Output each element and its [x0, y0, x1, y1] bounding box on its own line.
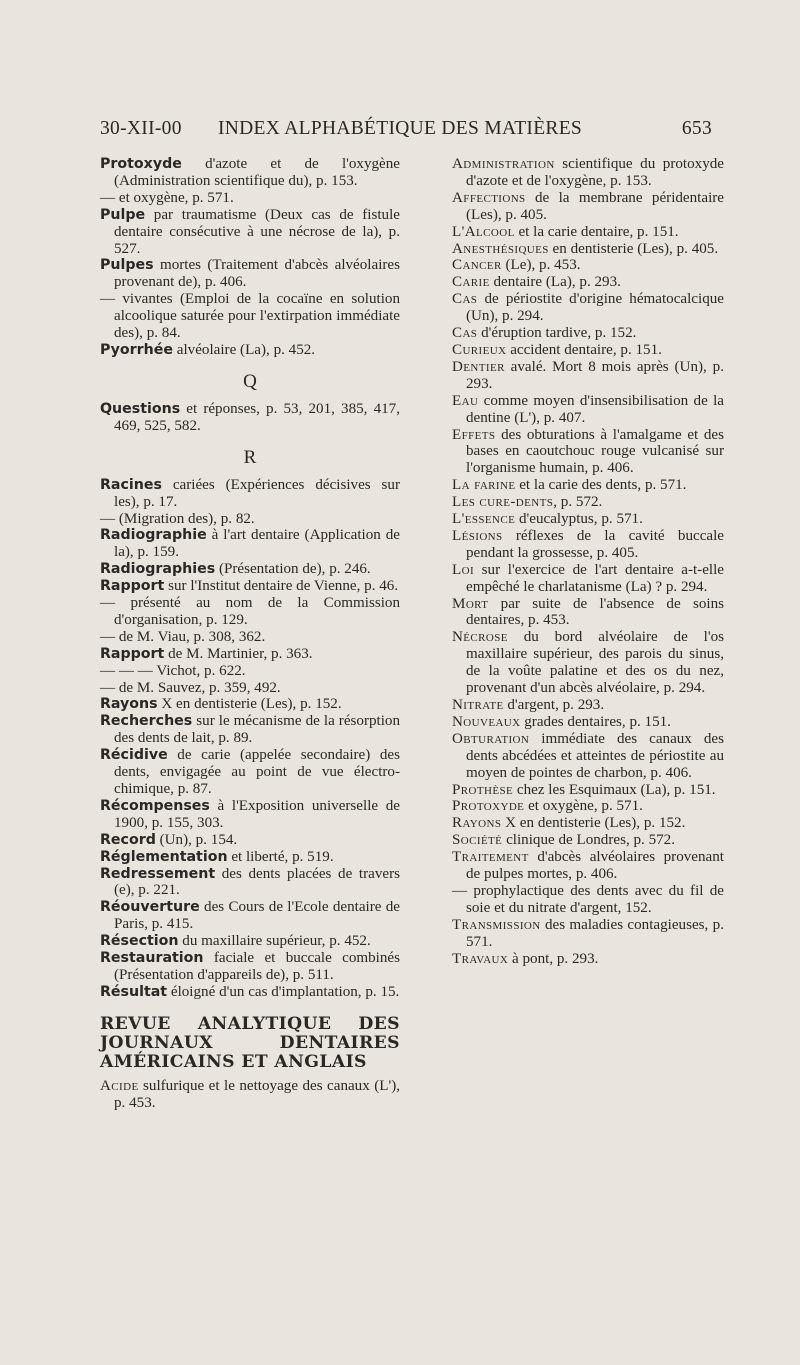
index-entry	[452, 494, 724, 511]
index-entry	[100, 696, 400, 713]
entry-text: — et oxygène, p. 571.	[100, 189, 234, 206]
entry-text: grades dentaires, p. 151.	[520, 713, 671, 730]
entry-text: et liberté, p. 519.	[227, 848, 334, 865]
entry-keyword: Anesthésiques	[452, 240, 549, 257]
running-header	[100, 118, 712, 144]
header-date: 30-XII-00	[100, 118, 182, 139]
entry-text: , p. 572.	[553, 494, 603, 511]
entry-keyword: L'Alcool	[452, 223, 515, 240]
index-entry	[452, 697, 724, 714]
entry-text: à l'art dentaire (Application de la), p. 159.	[114, 527, 400, 561]
index-entry	[100, 646, 400, 663]
entry-keyword: Cas	[452, 291, 478, 308]
index-entry	[452, 782, 724, 799]
entry-keyword: Pyorrhée	[100, 341, 173, 358]
index-entry	[100, 578, 400, 595]
entry-keyword: Prothèse	[452, 781, 514, 798]
right-column	[452, 156, 724, 968]
index-entry	[452, 629, 724, 697]
entry-keyword: Pulpe	[100, 206, 146, 223]
entry-keyword: Redressement	[100, 865, 216, 882]
entry-text: des maladies contagieuses, p. 571.	[466, 916, 724, 950]
entry-text: — — — Vichot, p. 622.	[100, 662, 246, 679]
entry-keyword: Protoxyde	[452, 798, 525, 815]
index-entry	[452, 528, 724, 562]
index-entry	[452, 274, 724, 291]
entry-text: à l'Exposition universelle de 1900, p. 155, 303.	[114, 797, 400, 831]
index-entry	[452, 241, 724, 258]
entry-keyword: Dentier	[452, 358, 505, 375]
entry-text: X en dentisterie (Les), p. 152.	[157, 696, 342, 713]
entry-text: d'eucalyptus, p. 571.	[515, 511, 643, 528]
index-entry	[100, 595, 400, 629]
entry-text: chez les Esquimaux (La), p. 151.	[513, 781, 716, 798]
entry-keyword: Recherches	[100, 713, 193, 730]
entry-keyword: Curieux	[452, 341, 507, 358]
index-entry	[452, 714, 724, 731]
index-entry	[100, 680, 400, 697]
entry-keyword: Réouverture	[100, 899, 200, 916]
entry-keyword: Récidive	[100, 747, 168, 764]
entry-text: par traumatisme (Deux cas de fistule dentaire consécutive à une nécrose de la), p. 527.	[114, 206, 400, 257]
entry-text: des obturations à l'amalgame et des bases en caoutchouc rouge vulcanisé sur l'organisme humain, p. 406.	[466, 426, 724, 477]
entry-keyword: Questions	[100, 400, 181, 417]
index-entry	[100, 747, 400, 798]
entry-text: — vivantes (Emploi de la cocaïne en solution alcoolique saturée pour l'extirpation immédiate des), p. 84.	[100, 291, 400, 342]
entry-keyword: Cas	[452, 325, 478, 342]
index-entry	[100, 663, 400, 680]
entry-text: — (Migration des), p. 82.	[100, 510, 255, 527]
section-letter: Q	[243, 370, 257, 392]
page-number: 653	[681, 118, 712, 139]
entry-keyword: La farine	[452, 477, 516, 494]
entry-text: X en dentisterie (Les), p. 152.	[501, 815, 686, 832]
index-entry	[452, 325, 724, 342]
index-entry	[100, 342, 400, 359]
entry-text: cariées (Expériences décisives sur les), p. 17.	[114, 476, 400, 510]
entry-text: éloigné d'un cas d'implantation, p. 15.	[167, 983, 400, 1000]
entry-text: du maxillaire supérieur, p. 452.	[178, 933, 371, 950]
index-entry	[100, 984, 400, 1001]
index-entry	[100, 950, 400, 984]
index-entry	[452, 798, 724, 815]
entry-text: accident dentaire, p. 151.	[506, 341, 662, 358]
entry-keyword: Résultat	[100, 983, 168, 1000]
entry-text: faciale et buccale combinés (Présentation d'appareils de), p. 511.	[114, 950, 400, 983]
entry-text: d'éruption tardive, p. 152.	[477, 325, 637, 342]
entry-keyword: Mort	[452, 595, 489, 612]
index-entry	[100, 477, 400, 511]
entry-keyword: Résection	[100, 933, 179, 950]
index-entry	[452, 156, 724, 190]
entry-text: comme moyen d'insensibilisation de la dentine (L'), p. 407.	[466, 392, 724, 426]
entry-keyword: L'essence	[452, 511, 516, 528]
entry-text: et la carie des dents, p. 571.	[515, 477, 687, 494]
index-entry	[452, 291, 724, 325]
entry-keyword: Racines	[100, 476, 162, 493]
entry-keyword: Acide	[100, 1077, 139, 1094]
index-entry	[100, 899, 400, 933]
entry-text: scientifique du protoxyde d'azote et de l'oxygène, p. 153.	[466, 156, 724, 189]
entry-keyword: Lésions	[452, 527, 503, 544]
index-entry	[100, 629, 400, 646]
index-entry	[452, 224, 724, 241]
entry-text: de périostite d'origine hématocalcique (Un), p. 294.	[466, 291, 724, 325]
index-entry	[100, 561, 400, 578]
index-entry	[452, 731, 724, 782]
entry-text: sulfurique et le nettoyage des canaux (L'), p. 453.	[114, 1077, 400, 1111]
entry-keyword: Loi	[452, 561, 475, 578]
entry-keyword: Nécrose	[452, 629, 508, 646]
index-entry	[452, 849, 724, 883]
entry-keyword: Les cure-dents	[452, 494, 554, 511]
index-entry	[452, 917, 724, 951]
entry-keyword: Protoxyde	[100, 156, 182, 172]
entry-keyword: Nitrate	[452, 697, 504, 713]
entry-keyword: Société	[452, 832, 503, 849]
entry-text: par suite de l'absence de soins dentaires, p. 453.	[466, 595, 724, 629]
entry-keyword: Record	[100, 831, 156, 848]
entry-text: clinique de Londres, p. 572.	[502, 832, 675, 849]
index-entry	[452, 257, 724, 274]
entry-keyword: Traitement	[452, 849, 529, 866]
index-entry	[100, 849, 400, 866]
header-title: INDEX ALPHABÉTIQUE DES MATIÈRES	[218, 118, 583, 139]
entry-text: réflexes de la cavité buccale pendant la grossesse, p. 405.	[466, 527, 724, 561]
entry-text: (Le), p. 453.	[501, 257, 581, 274]
index-entry	[100, 257, 400, 291]
index-entry	[100, 401, 400, 435]
entry-text: — prophylactique des dents avec du fil de soie et du nitrate d'argent, 152.	[452, 882, 724, 916]
index-entry	[452, 883, 724, 917]
entry-keyword: Carie	[452, 274, 490, 291]
index-entry	[452, 832, 724, 849]
index-entry	[100, 933, 400, 950]
entry-text: des Cours de l'Ecole dentaire de Paris, p. 415.	[114, 899, 400, 933]
entry-keyword: Réglementation	[100, 848, 228, 865]
index-entry	[452, 951, 724, 968]
section-heading: REVUE ANALYTIQUE DES JOURNAUX DENTAIRES AMÉRICAINS ET ANGLAIS	[100, 1013, 400, 1072]
entry-text: alvéolaire (La), p. 452.	[173, 341, 316, 358]
entry-keyword: Radiographie	[100, 527, 207, 544]
entry-text: des dents placées de travers (e), p. 221.	[114, 865, 400, 899]
entry-text: en dentisterie (Les), p. 405.	[548, 240, 719, 257]
index-entry	[100, 713, 400, 747]
index-entry	[452, 815, 724, 832]
index-entry	[452, 342, 724, 359]
entry-keyword: Rapport	[100, 578, 165, 595]
entry-keyword: Affections	[452, 189, 526, 206]
entry-keyword: Rayons	[452, 815, 502, 832]
entry-text: avalé. Mort 8 mois après (Un), p. 293.	[466, 358, 724, 392]
index-entry	[452, 427, 724, 478]
entry-text: du bord alvéolaire de l'os maxillaire supérieur, des parois du sinus, de la voûte palatine et des os du nez, provenant d'un abcès alvéolaire, p. 294.	[466, 629, 724, 697]
entry-text: mortes (Traitement d'abcès alvéolaires provenant de), p. 406.	[114, 257, 400, 291]
entry-keyword: Radiographies	[100, 561, 216, 578]
entry-text: d'argent, p. 293.	[503, 697, 605, 713]
entry-text: de M. Martinier, p. 363.	[164, 645, 313, 662]
index-entry	[452, 562, 724, 596]
entry-text: sur l'Institut dentaire de Vienne, p. 46.	[164, 578, 399, 595]
index-entry	[100, 832, 400, 849]
entry-keyword: Pulpes	[100, 257, 154, 274]
index-entry	[452, 359, 724, 393]
index-entry	[100, 527, 400, 561]
index-entry	[452, 190, 724, 224]
entry-text: et oxygène, p. 571.	[524, 798, 643, 815]
entry-text: sur l'exercice de l'art dentaire a-t-elle empêché le charlatanisme (La) ? p. 294.	[466, 561, 724, 595]
entry-keyword: Eau	[452, 392, 479, 409]
entry-text: et la carie dentaire, p. 151.	[514, 223, 679, 240]
section-letter: R	[243, 446, 257, 468]
entry-text: dentaire (La), p. 293.	[489, 274, 621, 291]
entry-text: sur le mécanisme de la résorption des dents de lait, p. 89.	[114, 713, 400, 747]
entry-text: d'azote et de l'oxygène (Administration scientifique du), p. 153.	[114, 156, 400, 189]
index-entry	[100, 190, 400, 207]
left-column	[100, 156, 400, 1112]
entry-keyword: Nouveaux	[452, 713, 521, 730]
entry-keyword: Cancer	[452, 257, 502, 274]
entry-keyword: Administration	[452, 156, 555, 172]
index-entry	[100, 866, 400, 900]
entry-keyword: Effets	[452, 426, 496, 443]
entry-text: d'abcès alvéolaires provenant de pulpes mortes, p. 406.	[466, 849, 724, 883]
entry-keyword: Récompenses	[100, 797, 210, 814]
index-entry	[100, 511, 400, 528]
index-entry	[452, 511, 724, 528]
entry-text: de carie (appelée secondaire) des dents, envigagée au point de vue électro-chimique, p. 87.	[114, 747, 400, 797]
entry-text: — de M. Viau, p. 308, 362.	[100, 628, 266, 645]
index-entry	[100, 207, 400, 258]
entry-text: — de M. Sauvez, p. 359, 492.	[100, 679, 281, 696]
entry-keyword: Rayons	[100, 696, 158, 713]
entry-keyword: Obturation	[452, 730, 530, 747]
index-entry	[100, 1078, 400, 1112]
entry-keyword: Rapport	[100, 645, 165, 662]
entry-text: — présenté au nom de la Commission d'organisation, p. 129.	[100, 595, 400, 628]
entry-text: à pont, p. 293.	[508, 950, 599, 967]
index-entry	[452, 393, 724, 427]
entry-keyword: Restauration	[100, 950, 204, 967]
index-entry	[100, 291, 400, 342]
entry-text: et réponses, p. 53, 201, 385, 417, 469, 525, 582.	[114, 400, 400, 434]
entry-keyword: Travaux	[452, 950, 509, 967]
entry-text: immédiate des canaux des dents abcédées et atteintes de périostite au moyen de pointes de charbon, p. 406.	[466, 730, 724, 781]
index-entry	[452, 477, 724, 494]
index-entry	[452, 596, 724, 630]
index-entry	[100, 156, 400, 190]
entry-keyword: Transmission	[452, 916, 541, 933]
entry-text: (Présentation de), p. 246.	[215, 561, 371, 578]
index-entry	[100, 798, 400, 832]
entry-text: de la membrane péridentaire (Les), p. 405.	[466, 189, 724, 223]
entry-text: (Un), p. 154.	[155, 831, 238, 848]
